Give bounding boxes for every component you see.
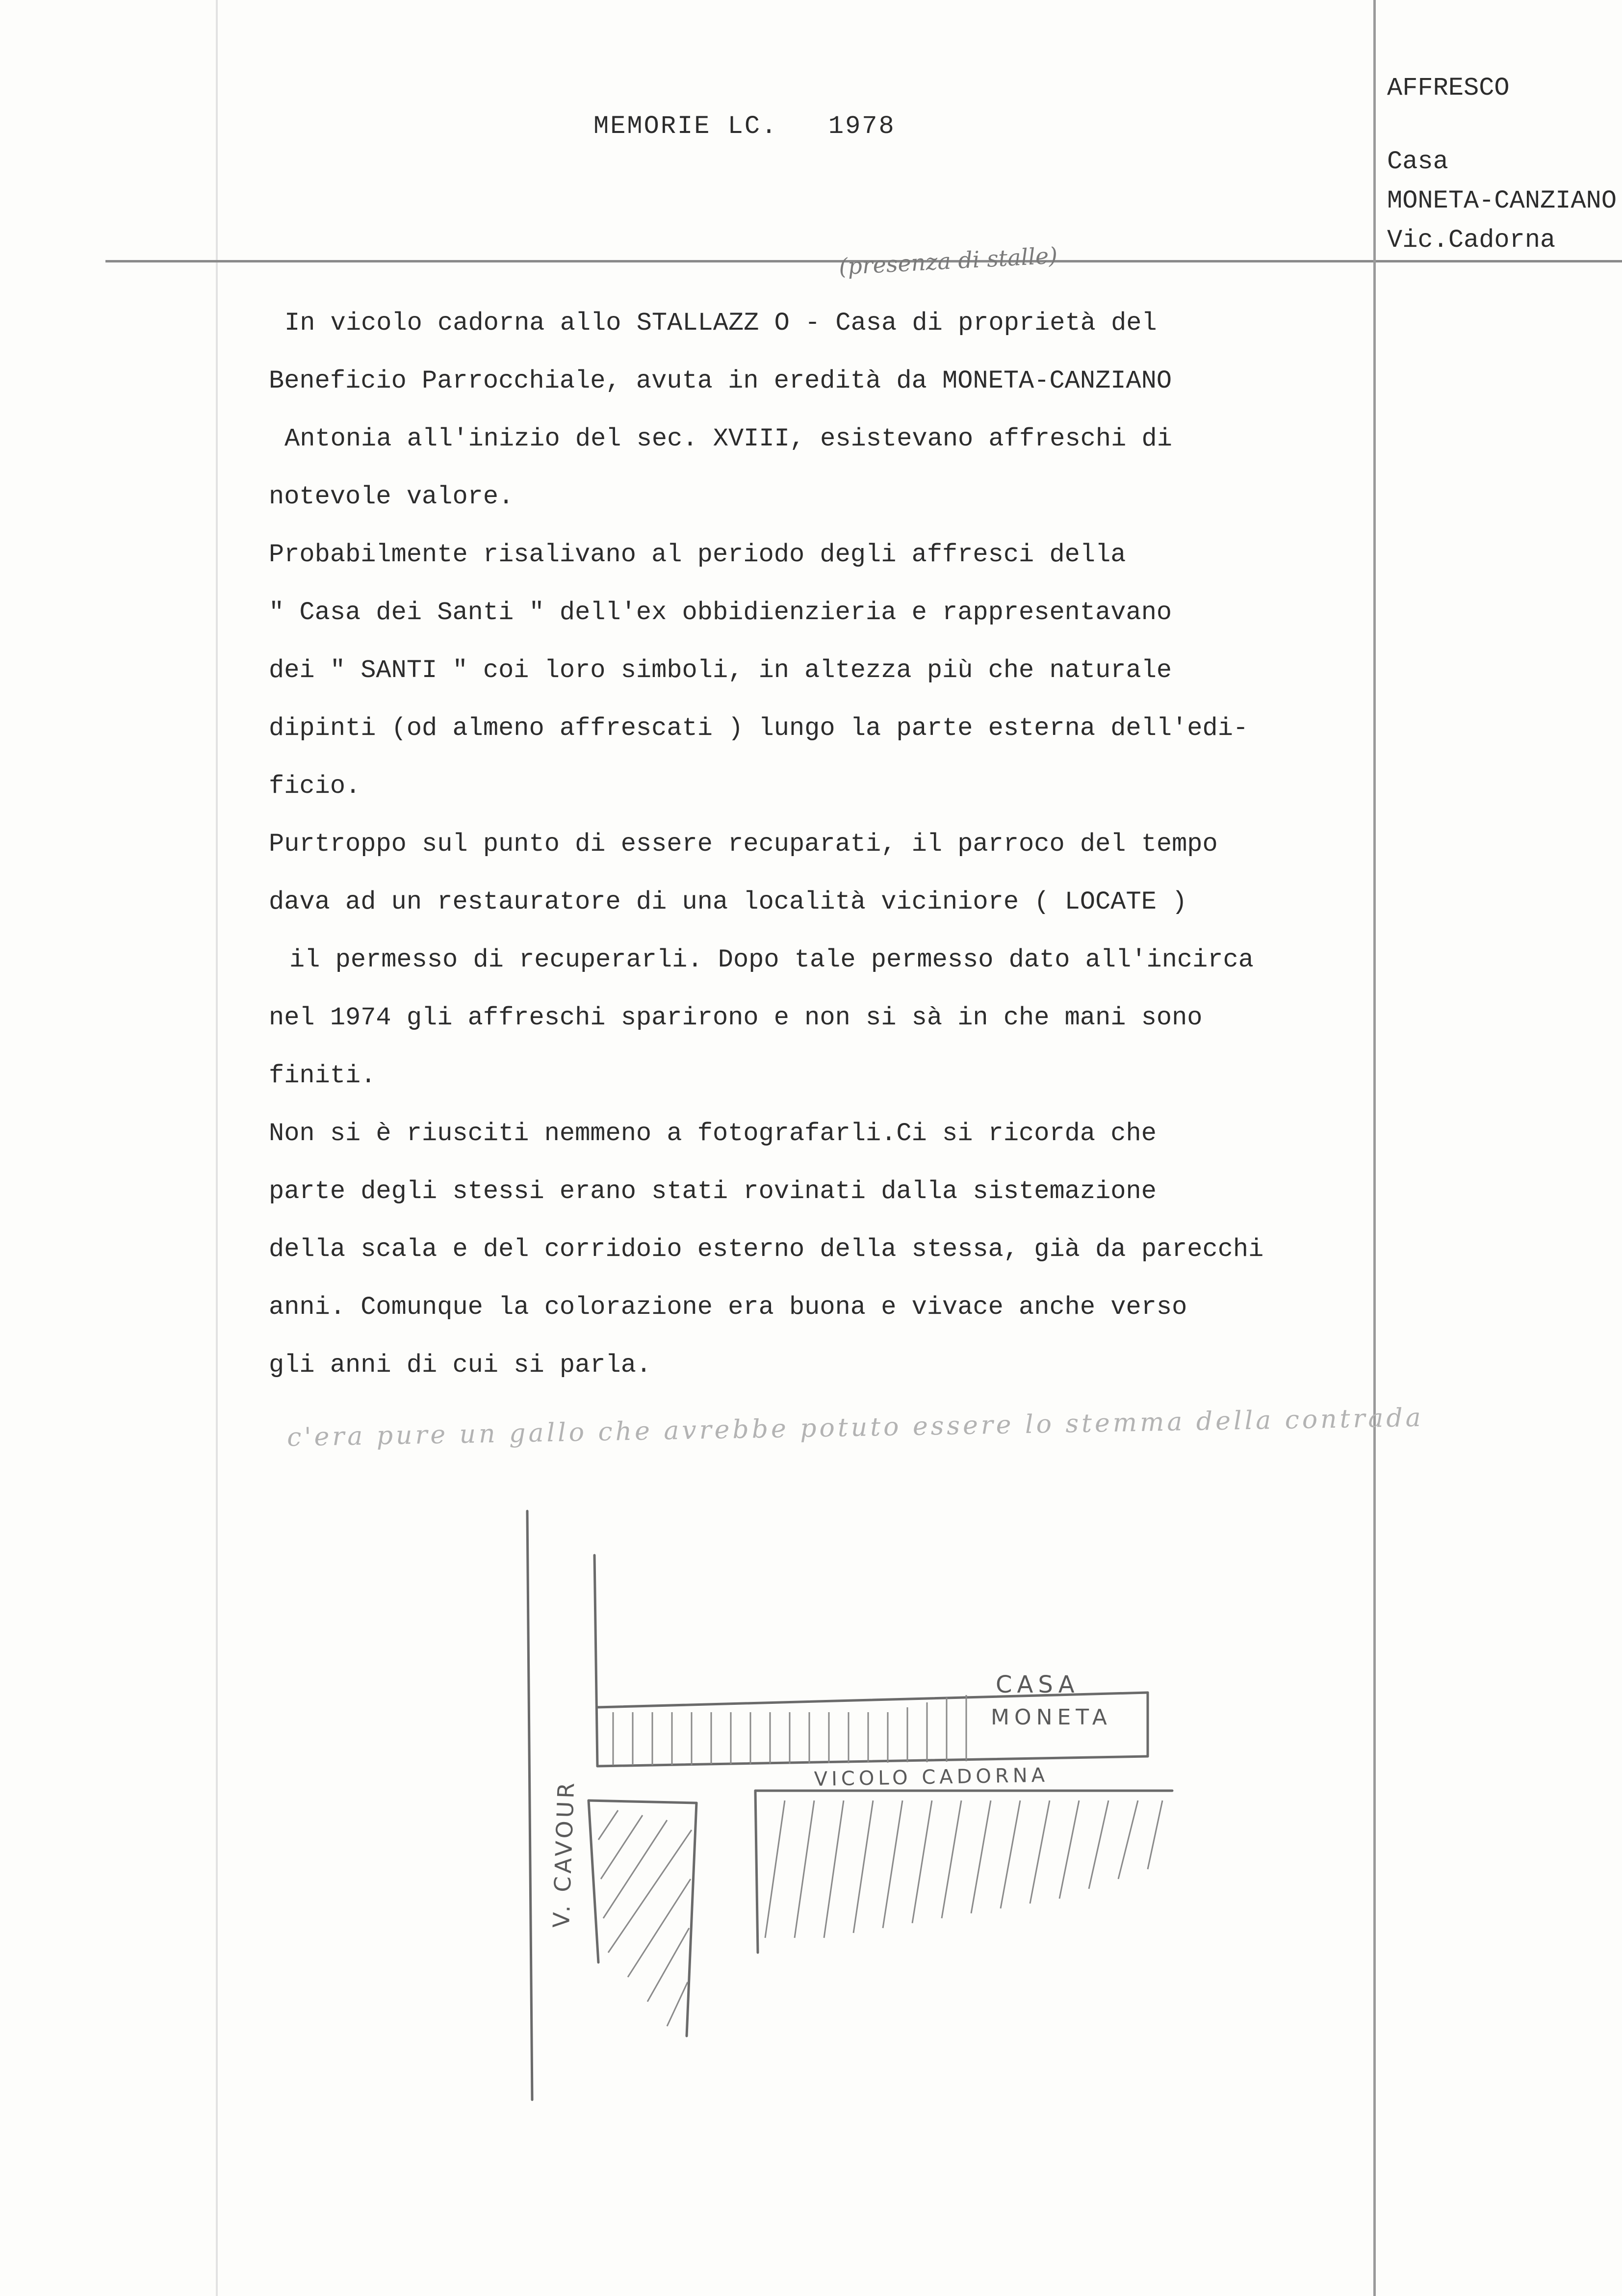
street-sketch (500, 1496, 1187, 2105)
body-line: dipinti (od almeno affrescati ) lungo la parte esterna dell'edi- (269, 714, 1249, 743)
left-margin-line (216, 0, 218, 2296)
body-line: parte degli stessi erano stati rovinati dalla sistemazione (269, 1177, 1157, 1206)
title-year: 1978 (828, 112, 896, 141)
body-line: nel 1974 gli affreschi sparirono e non si sà in che mani sono (269, 1003, 1203, 1032)
body-line: finiti. (269, 1061, 376, 1090)
body-line: Purtroppo sul punto di essere recuparati, il parroco del tempo (269, 830, 1218, 859)
house-label-line1: CASA (996, 1671, 1080, 1698)
lower-block-left-edge (755, 1791, 758, 1953)
cadorna-upper-edge (597, 1756, 1148, 1766)
sidebar-place-line3: Vic.Cadorna (1387, 226, 1556, 255)
page-title (593, 112, 896, 141)
street-label-cadorna: VICOLO CADORNA (814, 1764, 1049, 1791)
corner-block-left (589, 1800, 598, 1962)
handwritten-top-note: (presenza di stalle) (838, 242, 1058, 280)
body-line: " Casa dei Santi " dell'ex obbidienzieria e rappresentavano (269, 598, 1172, 627)
body-line: Antonia all'inizio del sec. XVIII, esistevano affreschi di (284, 424, 1172, 453)
street-label-cavour: V. CAVOUR (548, 1779, 580, 1929)
sidebar-category: AFFRESCO (1387, 74, 1510, 103)
body-line: dei " SANTI " coi loro simboli, in altezza più che naturale (269, 656, 1172, 685)
sidebar-index (1387, 69, 1622, 260)
body-line: Non si è riusciti nemmeno a fotografarli.Ci si ricorda che (269, 1119, 1157, 1148)
sidebar-place-line2: MONETA-CANZIANO (1387, 186, 1617, 215)
corner-block-top (589, 1800, 696, 1803)
house-label-line2: MONETA (991, 1705, 1112, 1730)
body-line: dava ad un restauratore di una località viciniore ( LOCATE ) (269, 887, 1187, 916)
body-line: In vicolo cadorna allo STALLAZZ O - Casa di proprietà del (284, 309, 1157, 338)
handwritten-bottom-note: c'era pure un gallo che avrebbe potuto essere lo stemma della contrada (286, 1403, 1424, 1453)
body-line: anni. Comunque la colorazione era buona e vivace anche verso (269, 1293, 1187, 1322)
body-line: gli anni di cui si parla. (269, 1351, 652, 1380)
sidebar-place-line1: Casa (1387, 147, 1448, 176)
cavour-right-edge-upper (594, 1555, 597, 1766)
typed-body (269, 294, 1372, 1394)
corner-block-right (687, 1803, 696, 2036)
body-line: Beneficio Parrocchiale, avuta in eredità da MONETA-CANZIANO (269, 366, 1172, 395)
body-line: notevole valore. (269, 482, 514, 511)
cavour-left-edge (527, 1511, 532, 2100)
sidebar-rule (1373, 0, 1376, 2296)
body-line: Probabilmente risalivano al periodo degli affresci della (269, 540, 1126, 569)
body-line: della scala e del corridoio esterno della stessa, già da parecchi (269, 1235, 1264, 1264)
body-line: il permesso di recuperarli. Dopo tale permesso dato all'incirca (289, 945, 1254, 974)
title-text: MEMORIE LC. (593, 112, 778, 141)
body-line: ficio. (269, 772, 361, 801)
